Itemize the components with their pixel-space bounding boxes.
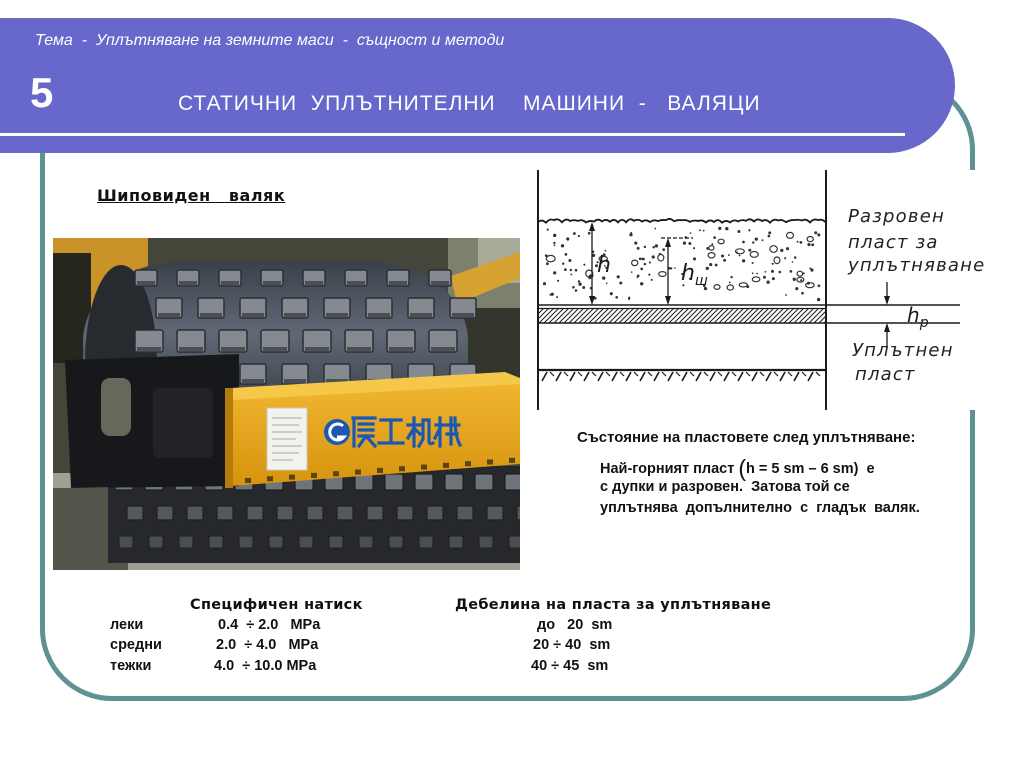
soil-dot (797, 241, 799, 243)
lower-drum-pad (149, 536, 163, 548)
lower-drum-pad (487, 506, 503, 520)
soil-dot (811, 243, 814, 246)
lower-drum-pad (355, 474, 373, 490)
soil-dot (795, 287, 798, 290)
soil-dot (794, 256, 797, 259)
soil-dot (561, 244, 564, 247)
soil-dot (543, 282, 546, 285)
soil-dot (652, 255, 655, 258)
soil-dot (784, 257, 786, 259)
drum-pad-shadow (263, 281, 281, 285)
table-row (0, 617, 1024, 637)
loose-layer-label-line-3: уплътняване (848, 255, 985, 276)
drum-pad-shadow (326, 313, 348, 317)
soil-dot (768, 231, 771, 234)
soil-dot (566, 237, 569, 240)
lower-drum-pad (299, 536, 313, 548)
soil-dot (553, 234, 556, 237)
soil-dot (651, 279, 653, 281)
lower-drum-pad (509, 536, 520, 548)
soil-dot (553, 242, 555, 244)
frame-bolt (245, 478, 251, 483)
lower-drum-pad (217, 506, 233, 520)
soil-dot (546, 262, 549, 265)
soil-dot (554, 245, 556, 247)
lower-drum-pad (505, 474, 520, 490)
table-row (0, 658, 1024, 678)
lower-drum-pad (179, 536, 193, 548)
specific-pressure: 2.0 ÷ 4.0 MPa (216, 637, 319, 653)
section-title: Шиповиден валяк (97, 186, 286, 205)
soil-dot (582, 286, 585, 289)
soil-dot (557, 280, 559, 282)
lower-drum-pad (337, 506, 353, 520)
drum-pad-shadow (158, 313, 180, 317)
compacted-layer-label-line-1: Уплътнен (852, 340, 954, 361)
soil-dot (640, 268, 643, 271)
frame-bolt (355, 470, 361, 475)
soil-dot (752, 262, 754, 264)
drum-pad-shadow (431, 347, 455, 351)
drum-pad-shadow (221, 347, 245, 351)
roller-class: средни (110, 637, 162, 653)
soil-dot (748, 229, 750, 231)
soil-dot (628, 298, 630, 300)
lower-drum-pad (475, 474, 493, 490)
soil-dot (578, 235, 580, 237)
soil-dot (748, 249, 751, 252)
soil-dot (706, 267, 709, 270)
lower-drum-pad (209, 536, 223, 548)
soil-dot (630, 232, 632, 234)
frame-bolt (421, 465, 427, 470)
soil-dot (725, 227, 728, 230)
soil-dot (573, 232, 576, 235)
soil-dot (637, 247, 640, 250)
drum-pad-shadow (137, 281, 155, 285)
soil-dot (807, 243, 810, 246)
soil-dot (801, 292, 804, 295)
soil-dot (688, 242, 691, 245)
frame-bolt (377, 468, 383, 473)
manufacturer-logo (324, 418, 460, 446)
layer-state-line-1-end: h = 5 sm – 6 sm) е (746, 461, 875, 477)
soil-dot (703, 230, 705, 232)
lower-drum-pad (457, 506, 473, 520)
lower-drum-pad (269, 536, 283, 548)
specific-pressure: 4.0 ÷ 10.0 MPa (214, 658, 317, 674)
drum-pad-shadow (242, 313, 264, 317)
drum-pad-shadow (242, 379, 264, 383)
table-row (0, 637, 1024, 657)
soil-dot (728, 254, 730, 256)
frame-bolt (289, 475, 295, 480)
drum-pad-shadow (305, 347, 329, 351)
roller-side-frame-window (101, 378, 131, 436)
soil-dot (818, 284, 821, 287)
drum-pad-shadow (221, 281, 239, 285)
drum-pad-shadow (389, 347, 413, 351)
soil-dot (637, 275, 640, 278)
soil-dot (780, 249, 783, 252)
soil-dot (640, 282, 643, 285)
soil-dot (556, 296, 558, 298)
soil-dot (785, 294, 787, 296)
lower-drum-pad (479, 536, 493, 548)
soil-dot (766, 281, 769, 284)
soil-dot (762, 239, 764, 241)
soil-dot (737, 230, 740, 233)
layer-thickness: 20 ÷ 40 sm (533, 637, 611, 653)
soil-dot (610, 292, 613, 295)
h-sh-label-main: h (681, 261, 695, 286)
drum-pad-shadow (452, 313, 474, 317)
thickness-column-header: Дебелина на пласта за уплътняване (455, 597, 772, 613)
soil-dot (549, 294, 551, 296)
soil-dot (729, 282, 731, 284)
soil-dot (547, 228, 549, 230)
soil-dot (709, 263, 712, 266)
soil-dot (715, 264, 718, 267)
soil-dot (605, 250, 607, 252)
roller-side-frame-plate (153, 388, 213, 458)
soil-dot (654, 228, 656, 230)
soil-dot (639, 258, 642, 261)
lower-drum-pad (445, 474, 463, 490)
slide-title: СТАТИЧНИ УПЛЪТНИТЕЛНИ МАШИНИ - ВАЛЯЦИ (178, 92, 761, 115)
lower-drum-pad (449, 536, 463, 548)
drum-pad-shadow (200, 313, 222, 317)
soil-dot (800, 241, 803, 244)
drum-pad-shadow (284, 379, 306, 383)
soil-dot (800, 279, 802, 281)
soil-dot (568, 259, 571, 262)
layer-thickness: 40 ÷ 45 sm (531, 658, 609, 674)
lower-drum-pad (127, 506, 143, 520)
lower-drum-pad (419, 536, 433, 548)
lower-drum-pad (329, 536, 343, 548)
soil-dot (644, 263, 647, 266)
header-divider (0, 133, 905, 136)
lower-drum-pad (367, 506, 383, 520)
frame-bolt (333, 471, 339, 476)
soil-dot (756, 273, 758, 275)
soil-dot (718, 227, 721, 230)
frame-bolt (487, 460, 493, 465)
soil-dot (730, 276, 732, 278)
slide-number: 5 (30, 69, 54, 116)
soil-dot (644, 246, 646, 248)
soil-dot (565, 253, 568, 256)
soil-dot (553, 271, 556, 274)
layer-thickness: до 20 sm (537, 617, 613, 633)
soil-dot (713, 236, 716, 239)
lower-drum-pad (389, 536, 403, 548)
soil-dot (619, 281, 622, 284)
lower-drum-pad (517, 506, 520, 520)
soil-dot (562, 263, 564, 265)
soil-dot (778, 271, 781, 274)
soil-dot (631, 271, 633, 273)
hp-label-main: h (907, 303, 920, 327)
roller-photo (53, 238, 520, 570)
layer-state-line-2: с дупки и разровен. Затова той се (600, 479, 850, 495)
soil-dot (693, 247, 695, 249)
lower-drum-pad (239, 536, 253, 548)
soil-dot (752, 241, 754, 243)
drum-pad-shadow (305, 281, 323, 285)
soil-dot (649, 261, 651, 263)
drum-pad-shadow (368, 313, 390, 317)
soil-dot (772, 263, 774, 265)
drum-pad-shadow (284, 313, 306, 317)
soil-dot (570, 269, 572, 271)
topic-line: Тема - Уплътняване на земните маси - същност и методи (35, 32, 505, 49)
soil-dot (572, 286, 575, 289)
soil-dot (683, 241, 686, 244)
drum-pad-shadow (410, 313, 432, 317)
lower-drum-pad (397, 506, 413, 520)
drum-pad-shadow (137, 347, 161, 351)
layer-state-line-1-start: Най-горният пласт (600, 461, 739, 477)
lower-drum-pad (307, 506, 323, 520)
soil-dot (721, 254, 724, 257)
soil-dot (771, 270, 774, 273)
drum-pad-shadow (431, 281, 449, 285)
lower-drum-pad (119, 536, 133, 548)
soil-dot (690, 232, 692, 234)
drum-pad-shadow (263, 347, 287, 351)
loose-layer-label-line-1: Разровен (848, 206, 945, 227)
soil-dot (615, 296, 618, 299)
soil-dot (742, 241, 745, 244)
soil-dot (752, 272, 754, 274)
lower-drum-pad (157, 506, 173, 520)
soil-dot (578, 283, 581, 286)
soil-dot (711, 243, 713, 245)
soil-dot (772, 277, 775, 280)
frame-bolt (267, 476, 273, 481)
soil-dot (655, 244, 658, 247)
compacted-layer-label-line-2: пласт (855, 364, 916, 385)
soil-dot (755, 237, 758, 240)
soil-dot (674, 267, 676, 269)
lower-drum-pad (385, 474, 403, 490)
frame-bolt (509, 458, 515, 463)
soil-dot (768, 235, 771, 238)
soil-dot (588, 232, 591, 235)
frame-bolt (443, 463, 449, 468)
roller-class: тежки (110, 658, 152, 674)
soil-dot (814, 231, 817, 234)
soil-dot (575, 269, 578, 272)
frame-bolt (465, 461, 471, 466)
soil-dot (810, 269, 813, 272)
frame-bolt (311, 473, 317, 478)
soil-dot (570, 274, 572, 276)
soil-dot (606, 282, 608, 284)
drum-pad-shadow (347, 347, 371, 351)
soil-dot (793, 278, 796, 281)
layer-state-line-1 (600, 457, 875, 480)
soil-dot (575, 289, 578, 292)
lower-drum-pad (359, 536, 373, 548)
h-label: h (597, 253, 611, 278)
lower-drum-pad (247, 506, 263, 520)
soil-dot (652, 246, 654, 248)
frame-bolt (399, 466, 405, 471)
layer-state-paren: ( (738, 455, 747, 481)
layer-state-heading: Състояние на пластовете след уплътняване: (577, 429, 916, 446)
layer-diagram (535, 170, 985, 410)
soil-dot (699, 229, 701, 231)
lower-drum-pad (277, 506, 293, 520)
soil-dot (662, 248, 665, 251)
soil-dot (792, 261, 794, 263)
hp-label-subscript: р (919, 315, 929, 331)
soil-dot (634, 242, 637, 245)
lower-drum-pad (427, 506, 443, 520)
loose-layer-label-line-2: пласт за (848, 232, 939, 253)
soil-dot (817, 233, 820, 236)
soil-dot (583, 264, 585, 266)
soil-dot (817, 298, 820, 301)
soil-dot (648, 274, 650, 276)
soil-dot (629, 233, 632, 236)
soil-dot (693, 257, 696, 260)
soil-dot (578, 280, 580, 282)
h-sh-label-subscript: ш (694, 273, 708, 289)
specific-pressure: 0.4 ÷ 2.0 MPa (218, 617, 321, 633)
soil-dot (643, 258, 645, 260)
pressure-column-header: Специфичен натиск (190, 597, 363, 613)
soil-dot (786, 247, 789, 250)
soil-dot (765, 271, 767, 273)
layer-state-line-3: уплътнява допълнително с гладък валяк. (600, 500, 920, 516)
soil-dot (739, 255, 741, 257)
soil-dot (742, 259, 745, 262)
roller-yellow-frame-edge (225, 388, 233, 488)
soil-dot (564, 268, 567, 271)
soil-dot (723, 259, 726, 262)
soil-dot (617, 275, 620, 278)
lower-drum-pad (187, 506, 203, 520)
drum-pad-shadow (179, 347, 203, 351)
drum-pad-shadow (347, 281, 365, 285)
soil-dot (790, 270, 793, 273)
lower-drum-pad (415, 474, 433, 490)
drum-pad-shadow (179, 281, 197, 285)
drum-pad-shadow (389, 281, 407, 285)
soil-dot (763, 276, 766, 279)
header-banner (0, 18, 955, 153)
roller-class: леки (110, 617, 144, 633)
